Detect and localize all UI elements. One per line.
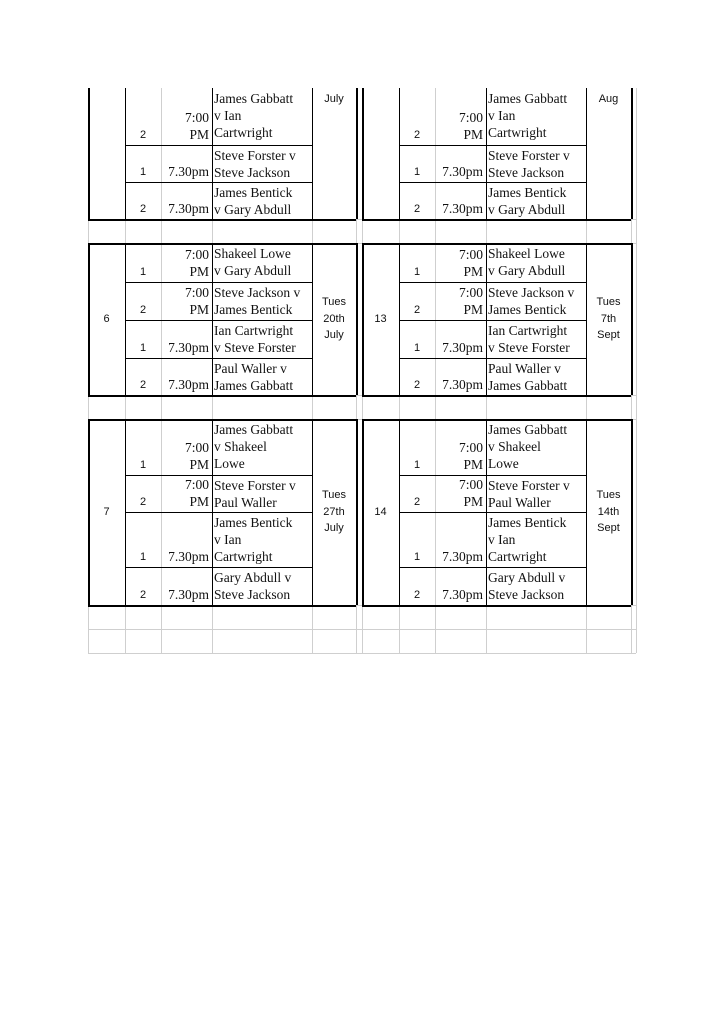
table-border xyxy=(356,419,358,605)
row-rule xyxy=(399,512,586,513)
fixture-players xyxy=(214,322,310,356)
fixture-players xyxy=(488,477,584,511)
player-line: Shakeel Lowe xyxy=(214,246,291,261)
sheet-gridline xyxy=(312,605,313,629)
sheet-gridline xyxy=(88,395,89,419)
sheet-gridline xyxy=(586,219,587,243)
date-line: Tues xyxy=(596,489,621,502)
sheet-gridline xyxy=(399,605,400,629)
player-line: Steve Forster v xyxy=(214,478,296,493)
time-line: PM xyxy=(463,264,483,279)
court-number: 2 xyxy=(413,304,421,316)
sheet-gridline xyxy=(486,219,487,243)
time-line: PM xyxy=(189,494,209,509)
week-number: 14 xyxy=(374,506,387,518)
row-rule xyxy=(399,145,586,146)
sheet-gridline xyxy=(586,395,587,419)
start-time xyxy=(435,109,483,143)
fixture-players xyxy=(214,147,310,181)
sheet-gridline xyxy=(88,629,89,653)
player-line: Gary Abdull v xyxy=(488,570,566,585)
player-line: v Shakeel xyxy=(488,439,541,454)
sheet-gridline xyxy=(212,219,213,243)
time-line: 7:00 xyxy=(458,477,483,492)
player-line: James Gabbatt xyxy=(214,91,294,106)
fixture-players xyxy=(488,421,584,472)
player-line: James Bentick xyxy=(488,185,567,200)
sheet-gridline xyxy=(486,395,487,419)
sheet-gridline xyxy=(399,219,400,243)
row-rule xyxy=(125,567,312,568)
player-line: v Ian xyxy=(488,532,516,547)
court-number: 1 xyxy=(413,266,421,278)
time-line: 7.30pm xyxy=(168,377,209,392)
week-number: 6 xyxy=(103,313,110,325)
player-line: v Shakeel xyxy=(214,439,267,454)
time-line: 7.30pm xyxy=(442,587,483,602)
court-number: 1 xyxy=(413,551,421,563)
fixture-players xyxy=(214,360,310,394)
row-rule xyxy=(125,358,312,359)
player-line: Ian Cartwright xyxy=(214,323,294,338)
player-line: v Gary Abdull xyxy=(488,202,566,217)
start-time xyxy=(161,476,209,510)
time-line: 7:00 xyxy=(184,110,209,125)
time-line: 7.30pm xyxy=(442,164,483,179)
time-line: 7:00 xyxy=(458,440,483,455)
player-line: v Gary Abdull xyxy=(214,202,292,217)
table-border xyxy=(362,395,631,397)
sheet-gridline xyxy=(362,395,363,419)
sheet-gridline xyxy=(435,605,436,629)
match-date xyxy=(586,419,631,605)
player-line: Steve Forster v xyxy=(488,478,570,493)
time-line: PM xyxy=(463,127,483,142)
player-line: James Gabbatt xyxy=(214,422,294,437)
player-line: James Bentick xyxy=(488,302,567,317)
court-number: 1 xyxy=(413,166,421,178)
sheet-gridline xyxy=(88,653,636,654)
sheet-gridline xyxy=(161,395,162,419)
table-border xyxy=(356,88,358,219)
sheet-gridline xyxy=(435,219,436,243)
sheet-gridline xyxy=(586,605,587,629)
player-line: Steve Jackson xyxy=(488,165,565,180)
row-rule xyxy=(125,320,312,321)
court-number: 1 xyxy=(139,551,147,563)
sheet-gridline xyxy=(399,395,400,419)
court-number: 2 xyxy=(413,203,421,215)
start-time xyxy=(161,376,209,393)
sheet-gridline xyxy=(161,219,162,243)
court-number: 2 xyxy=(139,379,147,391)
sheet-gridline xyxy=(161,605,162,629)
player-line: Gary Abdull v xyxy=(214,570,292,585)
column-rule xyxy=(212,88,213,219)
sheet-gridline xyxy=(486,629,487,653)
court-number: 2 xyxy=(139,304,147,316)
start-time xyxy=(161,284,209,318)
sheet-gridline xyxy=(486,605,487,629)
date-line: July xyxy=(324,93,344,105)
time-line: PM xyxy=(463,457,483,472)
player-line: Paul Waller v xyxy=(214,361,287,376)
time-line: PM xyxy=(189,302,209,317)
date-line: 14th xyxy=(597,505,620,518)
time-line: 7.30pm xyxy=(442,201,483,216)
row-rule xyxy=(399,358,586,359)
player-line: James Gabbatt xyxy=(488,378,568,393)
sheet-gridline xyxy=(312,219,313,243)
court-number: 1 xyxy=(413,459,421,471)
player-line: James Gabbatt xyxy=(214,378,294,393)
date-line: 27th xyxy=(323,505,345,518)
player-line: James Bentick xyxy=(488,515,567,530)
time-line: PM xyxy=(189,457,209,472)
player-line: Ian Cartwright xyxy=(488,323,568,338)
fixture-players xyxy=(214,284,310,318)
sheet-gridline xyxy=(312,629,313,653)
sheet-gridline xyxy=(125,395,126,419)
match-date xyxy=(586,243,631,395)
match-date xyxy=(312,243,356,395)
fixture-players xyxy=(488,569,584,603)
court-number: 2 xyxy=(139,496,147,508)
time-line: 7:00 xyxy=(458,285,483,300)
player-line: v Gary Abdull xyxy=(214,263,292,278)
table-border xyxy=(362,219,631,221)
row-rule xyxy=(125,282,312,283)
fixture-players xyxy=(488,360,584,394)
sheet-gridline xyxy=(362,629,363,653)
row-rule xyxy=(399,282,586,283)
time-line: 7:00 xyxy=(184,247,209,262)
date-line: Tues xyxy=(321,296,347,309)
sheet-gridline xyxy=(356,219,357,243)
match-date xyxy=(586,91,631,111)
start-time xyxy=(161,109,209,143)
row-rule xyxy=(399,182,586,183)
time-line: 7:00 xyxy=(458,247,483,262)
player-line: Cartwright xyxy=(488,549,547,564)
sheet-gridline xyxy=(88,605,89,629)
court-number: 2 xyxy=(413,496,421,508)
player-line: Cartwright xyxy=(488,125,547,140)
sheet-gridline xyxy=(212,395,213,419)
start-time xyxy=(435,339,483,356)
time-line: PM xyxy=(463,494,483,509)
sheet-gridline xyxy=(356,629,357,653)
sheet-gridline xyxy=(125,629,126,653)
player-line: Paul Waller xyxy=(214,495,277,510)
table-border xyxy=(362,605,631,607)
row-rule xyxy=(399,567,586,568)
player-line: Steve Jackson v xyxy=(214,285,301,300)
fixture-players xyxy=(214,514,310,565)
date-line: 7th xyxy=(600,312,617,325)
player-line: Steve Jackson v xyxy=(488,285,575,300)
player-line: Steve Jackson xyxy=(214,587,291,602)
match-date xyxy=(312,419,356,605)
table-border xyxy=(88,219,356,221)
sheet-gridline xyxy=(631,395,632,419)
time-line: PM xyxy=(189,127,209,142)
court-number: 1 xyxy=(139,166,147,178)
court-number: 1 xyxy=(139,342,147,354)
player-line: Cartwright xyxy=(214,125,273,140)
column-rule xyxy=(486,88,487,219)
sheet-gridline xyxy=(212,629,213,653)
sheet-gridline xyxy=(636,88,637,653)
table-border xyxy=(631,419,633,605)
player-line: Cartwright xyxy=(214,549,273,564)
sheet-gridline xyxy=(212,605,213,629)
table-border xyxy=(631,243,633,395)
start-time xyxy=(161,339,209,356)
player-line: v Steve Forster xyxy=(488,340,570,355)
sheet-gridline xyxy=(586,629,587,653)
court-number: 2 xyxy=(139,589,147,601)
start-time xyxy=(161,586,209,603)
player-line: Steve Jackson xyxy=(488,587,565,602)
date-line: July xyxy=(324,522,344,535)
player-line: Lowe xyxy=(214,456,245,471)
sheet-gridline xyxy=(435,629,436,653)
sheet-gridline xyxy=(88,219,89,243)
table-border xyxy=(356,243,358,395)
fixture-players xyxy=(488,184,584,218)
date-line: Tues xyxy=(321,489,347,502)
date-line: Sept xyxy=(597,522,620,535)
start-time xyxy=(435,284,483,318)
column-rule xyxy=(399,88,400,219)
fixture-players xyxy=(488,90,584,141)
court-number: 2 xyxy=(413,379,421,391)
time-line: 7.30pm xyxy=(442,340,483,355)
start-time xyxy=(435,200,483,217)
sheet-gridline xyxy=(312,395,313,419)
fixture-players xyxy=(214,477,310,511)
court-number: 1 xyxy=(139,459,147,471)
row-rule xyxy=(125,145,312,146)
sheet-gridline xyxy=(362,605,363,629)
fixture-players xyxy=(488,245,584,279)
sheet-gridline xyxy=(356,605,357,629)
player-line: v Ian xyxy=(214,108,242,123)
time-line: 7.30pm xyxy=(168,340,209,355)
start-time xyxy=(161,163,209,180)
fixture-players xyxy=(488,284,584,318)
start-time xyxy=(435,586,483,603)
player-line: Lowe xyxy=(488,456,519,471)
sheet-gridline xyxy=(161,629,162,653)
time-line: 7.30pm xyxy=(168,201,209,216)
court-number: 2 xyxy=(413,129,421,141)
sheet-gridline xyxy=(356,395,357,419)
start-time xyxy=(161,548,209,565)
table-border xyxy=(631,88,633,219)
start-time xyxy=(435,439,483,473)
time-line: 7:00 xyxy=(458,110,483,125)
time-line: 7.30pm xyxy=(168,587,209,602)
row-rule xyxy=(399,320,586,321)
start-time xyxy=(435,376,483,393)
time-line: PM xyxy=(463,302,483,317)
player-line: Steve Forster v xyxy=(214,148,296,163)
player-line: Shakeel Lowe xyxy=(488,246,565,261)
player-line: Paul Waller v xyxy=(488,361,561,376)
fixture-players xyxy=(488,147,584,181)
fixture-players xyxy=(214,245,310,279)
date-line: Aug xyxy=(598,93,619,105)
start-time xyxy=(435,163,483,180)
player-line: v Steve Forster xyxy=(214,340,296,355)
player-line: Paul Waller xyxy=(488,495,551,510)
start-time xyxy=(161,246,209,280)
sheet-gridline xyxy=(631,629,632,653)
time-line: 7:00 xyxy=(184,440,209,455)
date-line: July xyxy=(324,329,344,342)
time-line: PM xyxy=(189,264,209,279)
time-line: 7.30pm xyxy=(168,549,209,564)
player-line: Steve Forster v xyxy=(488,148,570,163)
fixture-players xyxy=(214,569,310,603)
fixture-players xyxy=(488,322,584,356)
sheet-gridline xyxy=(435,395,436,419)
sheet-gridline xyxy=(631,219,632,243)
court-number: 1 xyxy=(413,342,421,354)
court-number: 2 xyxy=(139,129,147,141)
start-time xyxy=(435,548,483,565)
fixture-players xyxy=(214,184,310,218)
week-number: 7 xyxy=(103,506,110,518)
player-line: James Bentick xyxy=(214,185,293,200)
player-line: James Bentick xyxy=(214,515,293,530)
sheet-gridline xyxy=(399,629,400,653)
player-line: v Ian xyxy=(214,532,242,547)
court-number: 2 xyxy=(413,589,421,601)
column-rule xyxy=(125,88,126,219)
sheet-gridline xyxy=(125,219,126,243)
fixture-players xyxy=(214,421,310,472)
time-line: 7.30pm xyxy=(168,164,209,179)
column-rule xyxy=(486,243,487,395)
player-line: Steve Jackson xyxy=(214,165,291,180)
row-rule xyxy=(125,475,312,476)
start-time xyxy=(161,200,209,217)
match-date xyxy=(312,91,356,111)
fixture-players xyxy=(214,90,310,141)
table-border xyxy=(362,88,364,219)
row-rule xyxy=(125,182,312,183)
court-number: 1 xyxy=(139,266,147,278)
time-line: 7.30pm xyxy=(442,377,483,392)
date-line: 20th xyxy=(323,312,345,325)
row-rule xyxy=(399,475,586,476)
column-rule xyxy=(212,243,213,395)
time-line: 7:00 xyxy=(184,285,209,300)
week-number: 13 xyxy=(374,313,387,325)
start-time xyxy=(161,439,209,473)
sheet-gridline xyxy=(631,605,632,629)
player-line: v Gary Abdull xyxy=(488,263,566,278)
table-border xyxy=(88,395,356,397)
time-line: 7:00 xyxy=(184,477,209,492)
start-time xyxy=(435,476,483,510)
court-number: 2 xyxy=(139,203,147,215)
fixture-players xyxy=(488,514,584,565)
start-time xyxy=(435,246,483,280)
player-line: James Bentick xyxy=(214,302,293,317)
row-rule xyxy=(125,512,312,513)
sheet-gridline xyxy=(362,219,363,243)
date-line: Sept xyxy=(597,329,620,342)
table-border xyxy=(88,605,356,607)
time-line: 7.30pm xyxy=(442,549,483,564)
player-line: James Gabbatt xyxy=(488,422,568,437)
player-line: James Gabbatt xyxy=(488,91,568,106)
table-border xyxy=(88,88,90,219)
player-line: v Ian xyxy=(488,108,516,123)
sheet-gridline xyxy=(125,605,126,629)
date-line: Tues xyxy=(596,296,621,309)
